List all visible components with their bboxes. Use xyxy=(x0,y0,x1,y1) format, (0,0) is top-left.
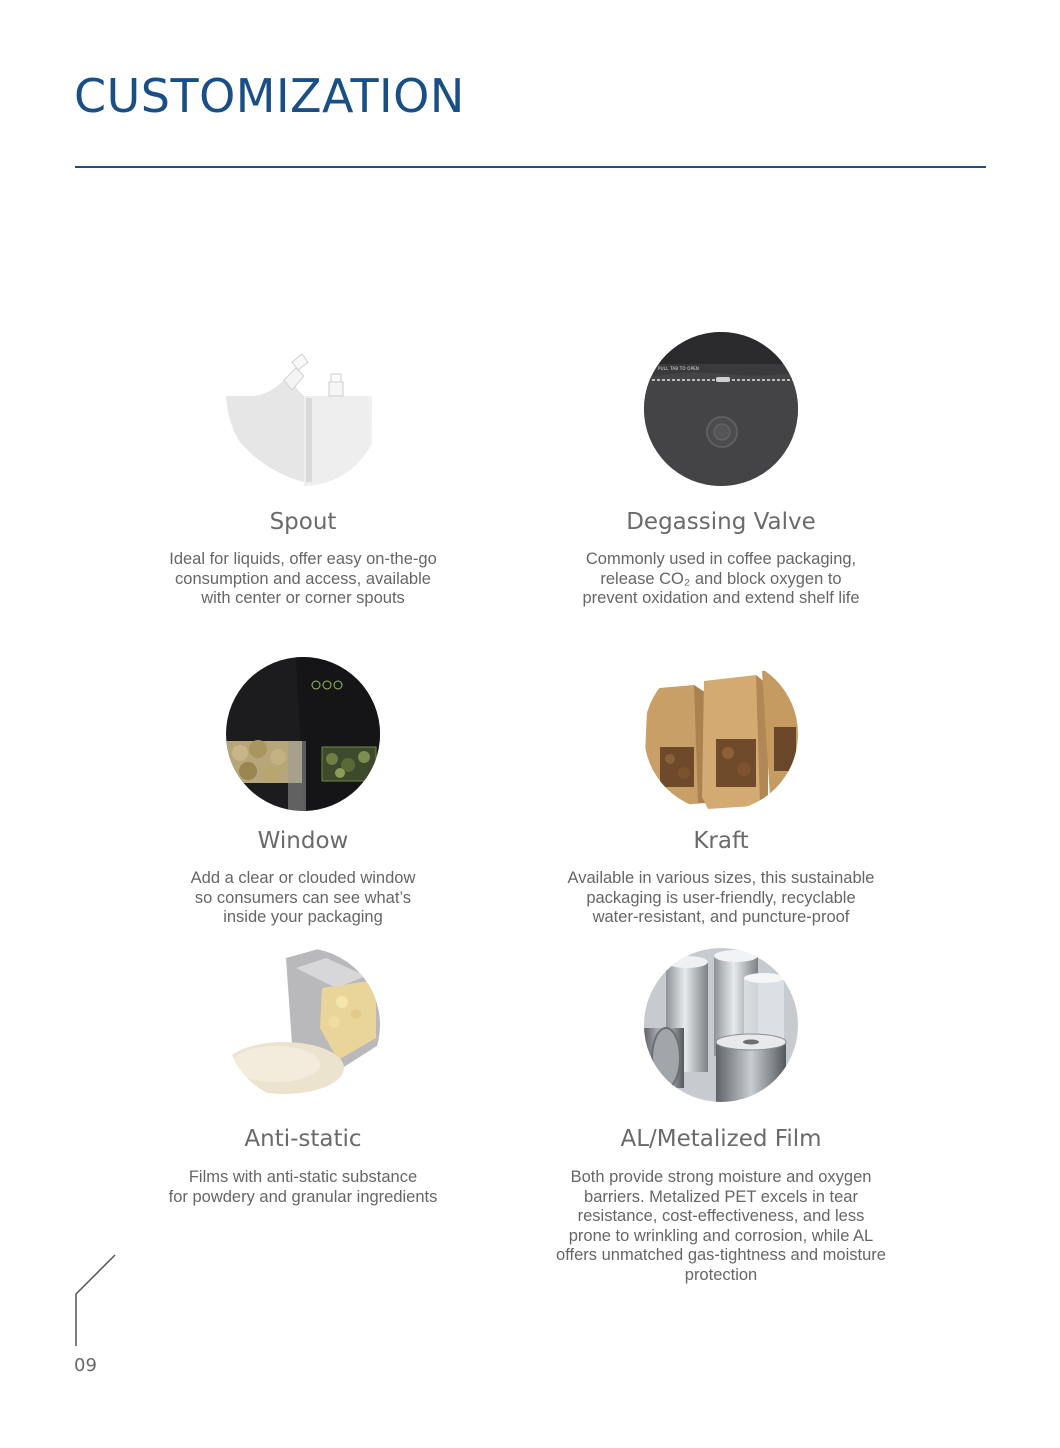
valve-pull-tab-text: PULL TAB TO OPEN xyxy=(658,366,700,371)
feature-description: Commonly used in coffee packaging, release CO₂ and block oxygen to prevent oxidation and extend shelf life xyxy=(582,550,860,607)
feature-description: Films with anti-static substance for powdery and granular ingredients xyxy=(168,1168,438,1206)
anti-static-pouch-image xyxy=(226,948,380,1102)
feature-description: Available in various sizes, this sustainable packaging is user-friendly, recyclable water-resistant, and puncture-proof xyxy=(567,869,875,926)
page-number: 09 xyxy=(74,1355,97,1376)
feature-description: Ideal for liquids, offer easy on-the-go consumption and access, available with center or corner spouts xyxy=(169,550,437,607)
feature-title: AL/Metalized Film xyxy=(620,1126,822,1152)
kraft-bag-image xyxy=(644,657,798,811)
feature-title: Spout xyxy=(269,509,337,535)
title-divider xyxy=(75,166,986,168)
feature-title: Kraft xyxy=(693,828,749,854)
corner-decoration xyxy=(74,1254,116,1346)
feature-description: Add a clear or clouded window so consumers can see what’s inside your packaging xyxy=(190,869,416,926)
feature-title: Anti-static xyxy=(244,1126,362,1152)
window-pouch-image xyxy=(226,657,380,811)
feature-description: Both provide strong moisture and oxygen barriers. Metalized PET excels in tear resistance, cost-effectiveness, and less prone to wrinkling and corrosion, while AL offers unmatched gas-tightness and moisture protection xyxy=(556,1168,886,1284)
feature-title: Degassing Valve xyxy=(626,509,816,535)
metalized-film-rolls-image xyxy=(644,948,798,1102)
page-title: CUSTOMIZATION xyxy=(74,69,465,123)
degassing-valve-image xyxy=(644,332,798,486)
spout-pouch-image xyxy=(226,332,380,486)
feature-title: Window xyxy=(257,828,349,854)
